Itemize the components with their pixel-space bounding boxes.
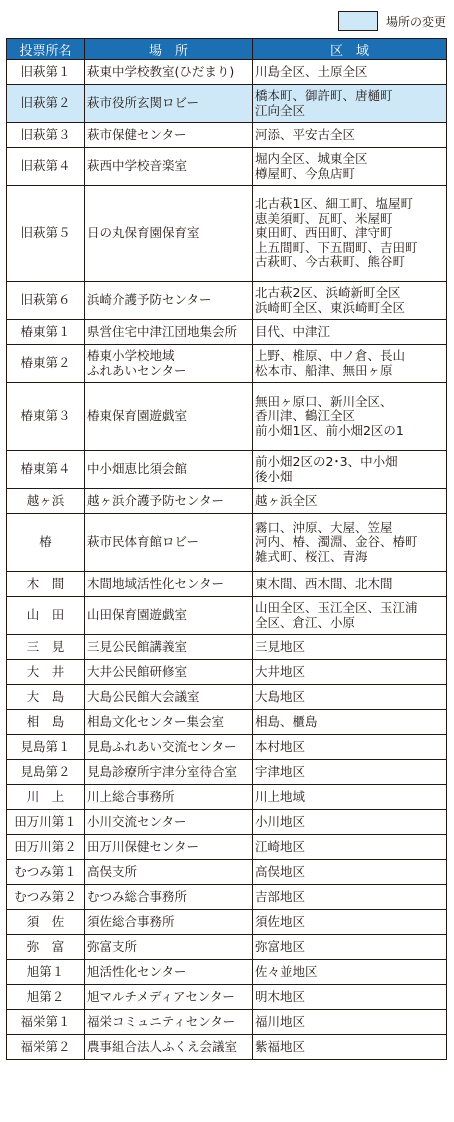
place-cell: 田万川保健センター [85,835,253,860]
place-cell: 須佐総合事務所 [85,910,253,935]
station-name-cell: 旧萩第３ [7,123,85,148]
station-name-cell: 旧萩第６ [7,282,85,320]
table-row [7,635,447,660]
station-name-cell: 須 佐 [7,910,85,935]
place-cell: 山田保育園遊戯室 [85,597,253,635]
area-cell: 北古萩1区、細工町、塩屋町 恵美須町、瓦町、米屋町 東田町、西田町、津守町 上五間町、下五間町、吉田町 古萩町、今古萩町、熊谷町 [253,186,447,282]
area-cell: 霧口、沖原、大屋、笠屋 河内、椿、濁淵、金谷、椿町 雑式町、桜江、青海 [253,514,447,572]
station-name-cell: 山 田 [7,597,85,635]
area-cell: 宇津地区 [253,760,447,785]
table-row [7,660,447,685]
station-name-cell: 旧萩第１ [7,60,85,85]
station-name-cell: 椿 [7,514,85,572]
table-row [7,985,447,1010]
table-row [7,345,447,383]
area-cell: 吉部地区 [253,885,447,910]
table-row [7,282,447,320]
header-place: 場 所 [85,39,253,60]
table-row [7,514,447,572]
station-name-cell: 椿東第３ [7,383,85,451]
place-cell: 大井公民館研修室 [85,660,253,685]
place-cell: 県営住宅中津江団地集会所 [85,320,253,345]
table-row [7,1010,447,1035]
table-row [7,572,447,597]
station-name-cell: 弥 富 [7,935,85,960]
table-row [7,710,447,735]
place-cell: 農事組合法人ふくえ会議室 [85,1035,253,1060]
area-cell: 本村地区 [253,735,447,760]
table-row [7,489,447,514]
table-row [7,910,447,935]
area-cell: 江崎地区 [253,835,447,860]
header-area: 区 域 [253,39,447,60]
table-row [7,885,447,910]
area-cell: 東木間、西木間、北木間 [253,572,447,597]
place-cell: 木間地域活性化センター [85,572,253,597]
station-name-cell: 三 見 [7,635,85,660]
area-cell: 目代、中津江 [253,320,447,345]
place-cell: 小川交流センター [85,810,253,835]
area-cell: 河添、平安古全区 [253,123,447,148]
area-cell: 大島地区 [253,685,447,710]
table-row [7,320,447,345]
table-row [7,451,447,489]
station-name-cell: 旧萩第４ [7,148,85,186]
station-name-cell: 越ヶ浜 [7,489,85,514]
table-row [7,760,447,785]
place-cell: 旭マルチメディアセンター [85,985,253,1010]
station-name-cell: 相 島 [7,710,85,735]
table-row [7,123,447,148]
table-row [7,1035,447,1060]
area-cell: 堀内全区、城東全区 樽屋町、今魚店町 [253,148,447,186]
place-cell: 椿東保育園遊戯室 [85,383,253,451]
table-header-row [7,39,447,60]
place-cell: 見島診療所宇津分室待合室 [85,760,253,785]
station-name-cell: 福栄第２ [7,1035,85,1060]
station-name-cell: 大 島 [7,685,85,710]
legend-swatch [338,11,378,31]
place-cell: 萩西中学校音楽室 [85,148,253,186]
area-cell: 須佐地区 [253,910,447,935]
place-cell: 高俣支所 [85,860,253,885]
legend-label: 場所の変更 [385,14,446,29]
area-cell: 明木地区 [253,985,447,1010]
table-row [7,935,447,960]
station-name-cell: 見島第２ [7,760,85,785]
area-cell: 大井地区 [253,660,447,685]
place-cell: 三見公民館講義室 [85,635,253,660]
place-cell: 中小畑恵比須会館 [85,451,253,489]
table-row [7,85,447,123]
place-cell: 日の丸保育園保育室 [85,186,253,282]
table-row [7,810,447,835]
place-cell: 見島ふれあい交流センター [85,735,253,760]
station-name-cell: 旭第２ [7,985,85,1010]
polling-station-table [6,38,447,1060]
place-cell: 福栄コミュニティセンター [85,1010,253,1035]
place-cell: 萩市民体育館ロビー [85,514,253,572]
place-cell: 相島文化センター集会室 [85,710,253,735]
legend [338,10,446,32]
table-row [7,960,447,985]
place-cell: むつみ総合事務所 [85,885,253,910]
area-cell: 川上地域 [253,785,447,810]
place-cell: 川上総合事務所 [85,785,253,810]
table-row [7,148,447,186]
station-name-cell: 旧萩第２ [7,85,85,123]
table-row [7,785,447,810]
area-cell: 北古萩2区、浜崎新町全区 浜崎町全区、東浜崎町全区 [253,282,447,320]
table-row [7,60,447,85]
header-polling-station: 投票所名 [7,39,85,60]
area-cell: 佐々並地区 [253,960,447,985]
table-body [7,60,447,1060]
place-cell: 大島公民館大会議室 [85,685,253,710]
station-name-cell: むつみ第１ [7,860,85,885]
table-row [7,835,447,860]
area-cell: 前小畑2区の2･3、中小畑 後小畑 [253,451,447,489]
station-name-cell: 旧萩第５ [7,186,85,282]
table-row [7,685,447,710]
area-cell: 山田全区、玉江全区、玉江浦 全区、倉江、小原 [253,597,447,635]
station-name-cell: 見島第１ [7,735,85,760]
place-cell: 弥富支所 [85,935,253,960]
table-row [7,383,447,451]
station-name-cell: 田万川第２ [7,835,85,860]
area-cell: 相島、櫃島 [253,710,447,735]
area-cell: 紫福地区 [253,1035,447,1060]
table-row [7,186,447,282]
station-name-cell: 福栄第１ [7,1010,85,1035]
place-cell: 旭活性化センター [85,960,253,985]
place-cell: 越ヶ浜介護予防センター [85,489,253,514]
place-cell: 萩市保健センター [85,123,253,148]
area-cell: 三見地区 [253,635,447,660]
table-row [7,597,447,635]
station-name-cell: 木 間 [7,572,85,597]
area-cell: 上野、椎原、中ノ倉、長山 松本市、船津、無田ヶ原 [253,345,447,383]
station-name-cell: 旭第１ [7,960,85,985]
station-name-cell: むつみ第２ [7,885,85,910]
table-row [7,860,447,885]
station-name-cell: 椿東第１ [7,320,85,345]
table-row [7,735,447,760]
area-cell: 福川地区 [253,1010,447,1035]
area-cell: 高俣地区 [253,860,447,885]
place-cell: 椿東小学校地域 ふれあいセンター [85,345,253,383]
station-name-cell: 川 上 [7,785,85,810]
station-name-cell: 大 井 [7,660,85,685]
place-cell: 萩市役所玄関ロビー [85,85,253,123]
area-cell: 越ヶ浜全区 [253,489,447,514]
area-cell: 無田ヶ原口、新川全区、 香川津、鶴江全区 前小畑1区、前小畑2区の1 [253,383,447,451]
area-cell: 川島全区、土原全区 [253,60,447,85]
place-cell: 浜崎介護予防センター [85,282,253,320]
station-name-cell: 田万川第１ [7,810,85,835]
place-cell: 萩東中学校教室(ひだまり) [85,60,253,85]
area-cell: 小川地区 [253,810,447,835]
area-cell: 弥富地区 [253,935,447,960]
station-name-cell: 椿東第４ [7,451,85,489]
station-name-cell: 椿東第２ [7,345,85,383]
area-cell: 橋本町、御許町、唐樋町 江向全区 [253,85,447,123]
